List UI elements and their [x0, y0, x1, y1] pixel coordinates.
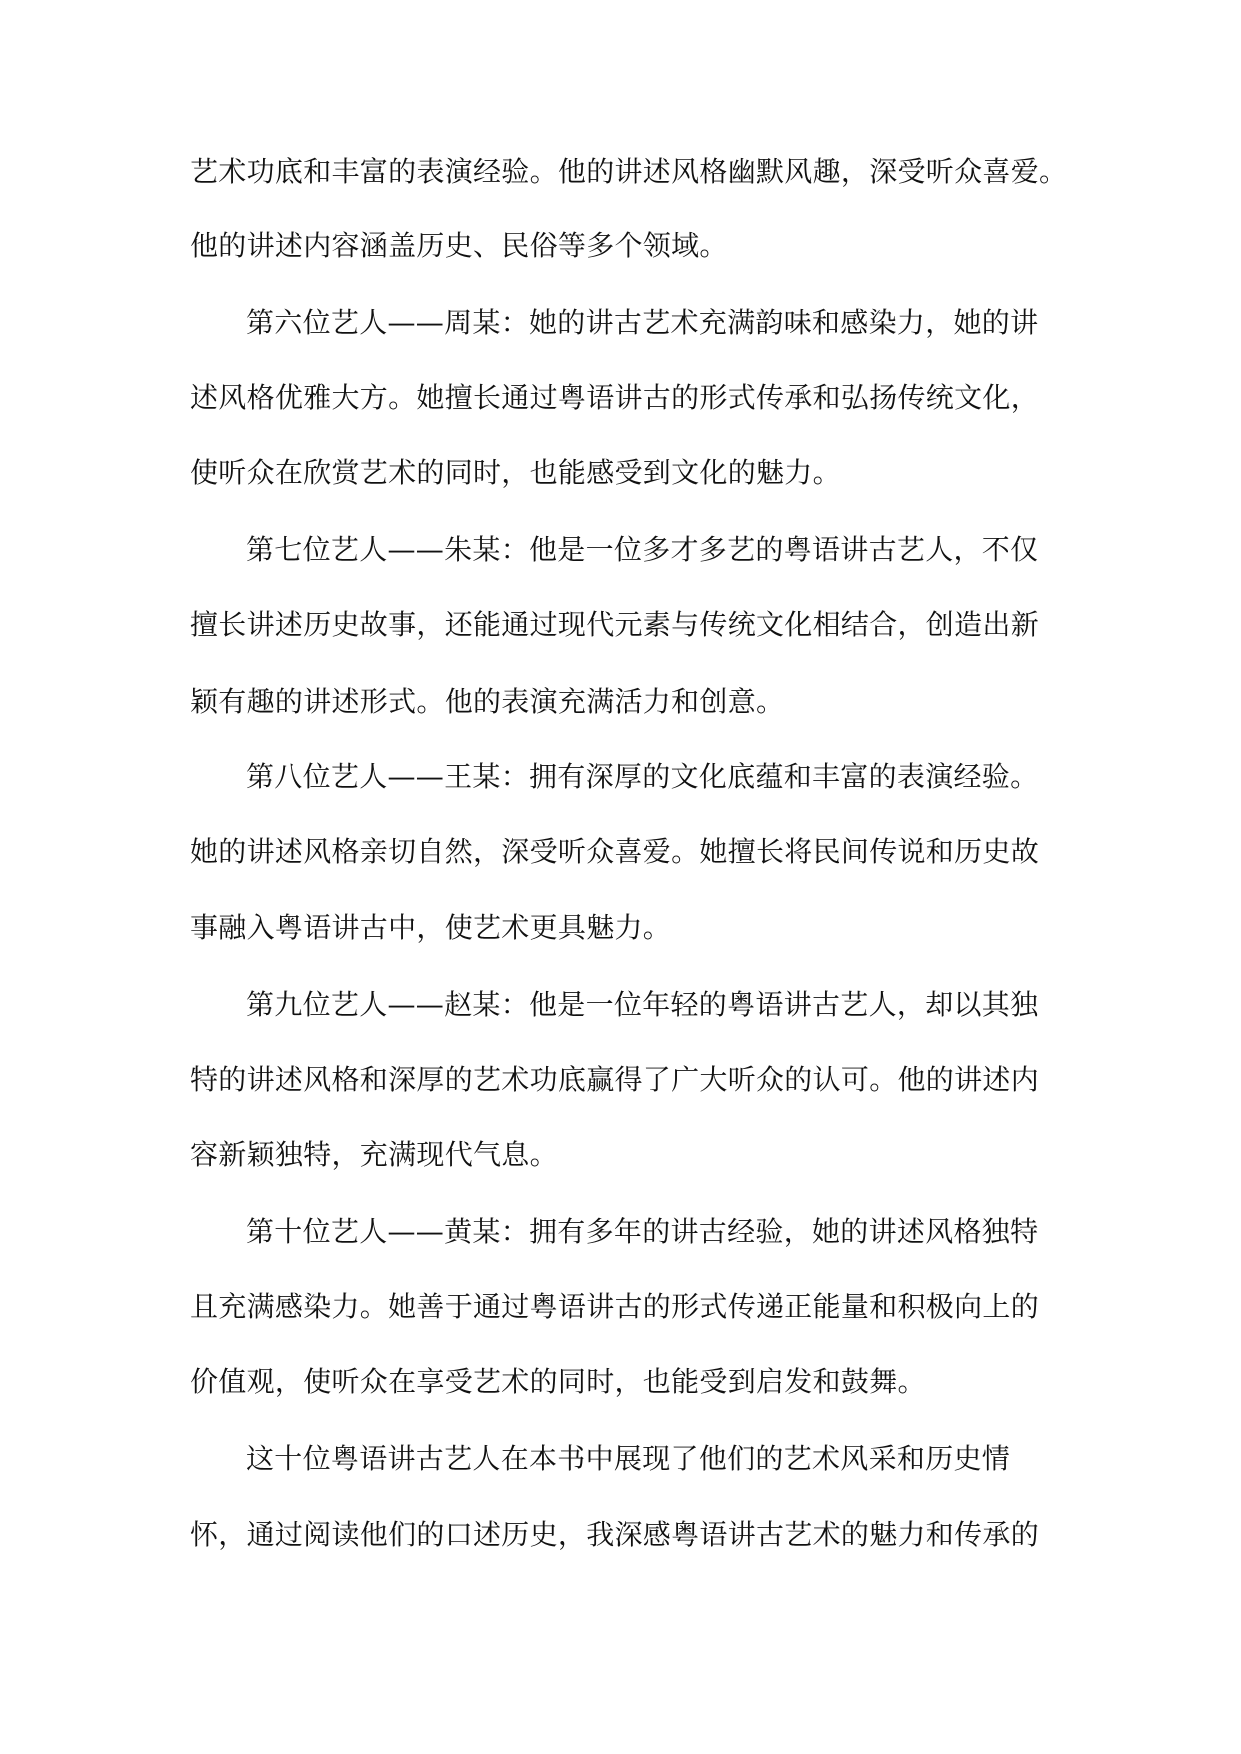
text-line: 艺术功底和丰富的表演经验。他的讲述风格幽默风趣，深受听众喜爱。	[190, 155, 1068, 188]
paragraph-start-line: 第九位艺人——赵某：他是一位年轻的粤语讲古艺人，却以其独	[246, 988, 1039, 1021]
text-line: 颖有趣的讲述形式。他的表演充满活力和创意。	[190, 685, 785, 718]
text-line: 怀，通过阅读他们的口述历史，我深感粤语讲古艺术的魅力和传承的	[190, 1518, 1040, 1551]
text-line: 且充满感染力。她善于通过粤语讲古的形式传递正能量和积极向上的	[190, 1290, 1040, 1323]
text-line: 价值观，使听众在享受艺术的同时，也能受到启发和鼓舞。	[190, 1365, 926, 1398]
text-line: 述风格优雅大方。她擅长通过粤语讲古的形式传承和弘扬传统文化，	[190, 381, 1040, 414]
paragraph-start-line: 第七位艺人——朱某：他是一位多才多艺的粤语讲古艺人，不仅	[246, 533, 1039, 566]
text-line: 容新颖独特，充满现代气息。	[190, 1138, 558, 1171]
paragraph-start-line: 第十位艺人——黄某：拥有多年的讲古经验，她的讲述风格独特	[246, 1215, 1039, 1248]
text-line: 使听众在欣赏艺术的同时，也能感受到文化的魅力。	[190, 456, 841, 489]
text-line: 特的讲述风格和深厚的艺术功底赢得了广大听众的认可。他的讲述内	[190, 1063, 1040, 1096]
text-line: 事融入粤语讲古中，使艺术更具魅力。	[190, 911, 672, 944]
text-line: 擅长讲述历史故事，还能通过现代元素与传统文化相结合，创造出新	[190, 608, 1040, 641]
paragraph-start-line: 第八位艺人——王某：拥有深厚的文化底蕴和丰富的表演经验。	[246, 760, 1039, 793]
text-line: 他的讲述内容涵盖历史、民俗等多个领域。	[190, 229, 728, 262]
paragraph-start-line: 第六位艺人——周某：她的讲古艺术充满韵味和感染力，她的讲	[246, 306, 1039, 339]
paragraph-start-line: 这十位粤语讲古艺人在本书中展现了他们的艺术风采和历史情	[246, 1442, 1011, 1475]
text-line: 她的讲述风格亲切自然，深受听众喜爱。她擅长将民间传说和历史故	[190, 835, 1040, 868]
